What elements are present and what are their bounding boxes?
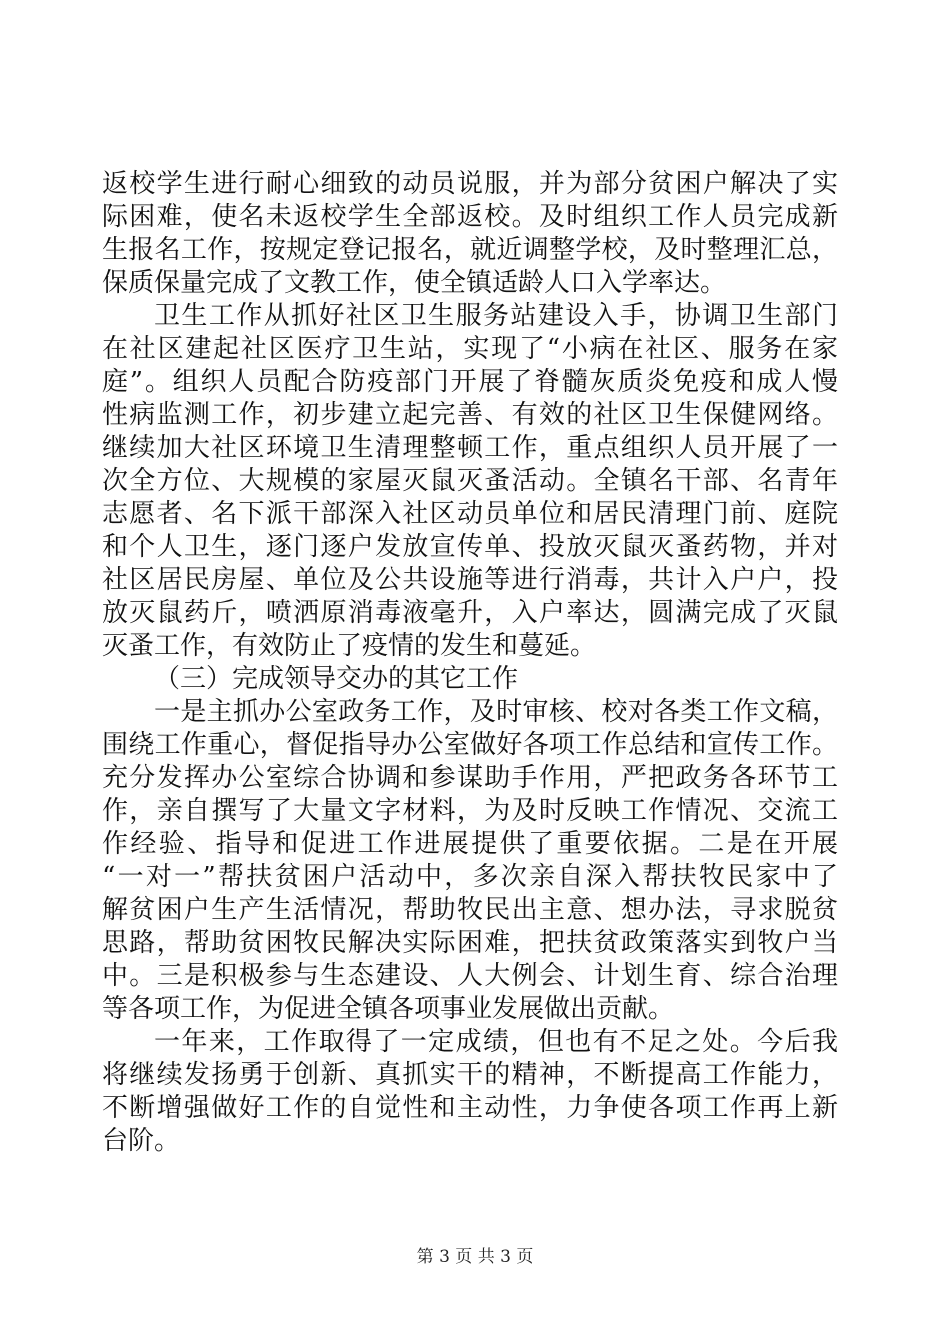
paragraph-text: 不断增强做好工作的自觉性和主动性，力争使各项工作再上新 <box>102 1093 838 1123</box>
text-line <box>0 1092 950 1125</box>
paragraph-text: 在社区建起社区医疗卫生站，实现了“小病在社区、服务在家 <box>102 334 838 364</box>
text-line <box>0 267 950 300</box>
section-heading-text: （三）完成领导交办的其它工作 <box>154 664 519 694</box>
paragraph-text: “一对一”帮扶贫困户活动中，多次亲自深入帮扶牧民家中了 <box>102 862 838 892</box>
paragraph-text: 作，亲自撰写了大量文字材料，为及时反映工作情况、交流工 <box>102 796 838 826</box>
text-line <box>0 1026 950 1059</box>
text-line <box>0 795 950 828</box>
paragraph-text: 次全方位、大规模的家屋灭鼠灭蚤活动。全镇名干部、名青年 <box>102 466 838 496</box>
text-line <box>0 300 950 333</box>
paragraph-text: 思路，帮助贫困牧民解决实际困难，把扶贫政策落实到牧户当 <box>102 928 838 958</box>
text-line <box>0 234 950 267</box>
paragraph-text: 放灭鼠药斤，喷洒原消毒液毫升，入户率达，圆满完成了灭鼠 <box>102 598 838 628</box>
text-line <box>0 828 950 861</box>
section-heading <box>0 663 950 696</box>
paragraph-text: 志愿者、名下派干部深入社区动员单位和居民清理门前、庭院 <box>102 499 838 529</box>
text-line <box>0 927 950 960</box>
text-line <box>0 333 950 366</box>
paragraph-text: 庭”。组织人员配合防疫部门开展了脊髓灰质炎免疫和成人慢 <box>102 367 838 397</box>
paragraph-text: 作经验、指导和促进工作进展提供了重要依据。二是在开展 <box>102 829 838 859</box>
text-line <box>0 168 950 201</box>
text-line <box>0 432 950 465</box>
paragraph-text: 一年来，工作取得了一定成绩，但也有不足之处。今后我 <box>154 1027 838 1057</box>
text-line <box>0 1059 950 1092</box>
paragraph-text: 生报名工作，按规定登记报名，就近调整学校，及时整理汇总， <box>102 235 838 265</box>
paragraph-text: 社区居民房屋、单位及公共设施等进行消毒，共计入户户，投 <box>102 565 838 595</box>
text-line <box>0 993 950 1026</box>
text-line <box>0 960 950 993</box>
page-number-footer: 第 3 页 共 3 页 <box>416 1247 534 1267</box>
text-line <box>0 531 950 564</box>
paragraph-text: 和个人卫生，逐门逐户发放宣传单、投放灭鼠灭蚤药物，并对 <box>102 532 838 562</box>
paragraph-text: 灭蚤工作，有效防止了疫情的发生和蔓延。 <box>102 631 597 661</box>
paragraph-text: 性病监测工作，初步建立起完善、有效的社区卫生保健网络。 <box>102 400 838 430</box>
text-line <box>0 729 950 762</box>
text-line <box>0 498 950 531</box>
paragraph-text: 解贫困户生产生活情况，帮助牧民出主意、想办法，寻求脱贫 <box>102 895 838 925</box>
paragraph-text: 等各项工作，为促进全镇各项事业发展做出贡献。 <box>102 994 675 1024</box>
text-line <box>0 564 950 597</box>
paragraph-text: 返校学生进行耐心细致的动员说服，并为部分贫困户解决了实 <box>102 169 838 199</box>
paragraph-text: 一是主抓办公室政务工作，及时审核、校对各类工作文稿， <box>154 697 838 727</box>
paragraph-text: 继续加大社区环境卫生清理整顿工作，重点组织人员开展了一 <box>102 433 838 463</box>
paragraph-text: 台阶。 <box>102 1126 181 1156</box>
paragraph-text: 际困难，使名未返校学生全部返校。及时组织工作人员完成新 <box>102 202 838 232</box>
text-line <box>0 597 950 630</box>
text-line <box>0 762 950 795</box>
paragraph-text: 保质保量完成了文教工作，使全镇适龄人口入学率达。 <box>102 268 727 298</box>
text-line <box>0 201 950 234</box>
text-line <box>0 1125 950 1158</box>
text-line <box>0 696 950 729</box>
paragraph-text: 中。三是积极参与生态建设、人大例会、计划生育、综合治理 <box>102 961 838 991</box>
text-line <box>0 465 950 498</box>
text-line <box>0 630 950 663</box>
text-line <box>0 861 950 894</box>
paragraph-text: 充分发挥办公室综合协调和参谋助手作用，严把政务各环节工 <box>102 763 838 793</box>
text-line <box>0 399 950 432</box>
text-line <box>0 894 950 927</box>
paragraph-text: 将继续发扬勇于创新、真抓实干的精神，不断提高工作能力， <box>102 1060 838 1090</box>
paragraph-text: 卫生工作从抓好社区卫生服务站建设入手，协调卫生部门 <box>154 301 838 331</box>
paragraph-text: 围绕工作重心，督促指导办公室做好各项工作总结和宣传工作。 <box>102 730 838 760</box>
text-line <box>0 366 950 399</box>
